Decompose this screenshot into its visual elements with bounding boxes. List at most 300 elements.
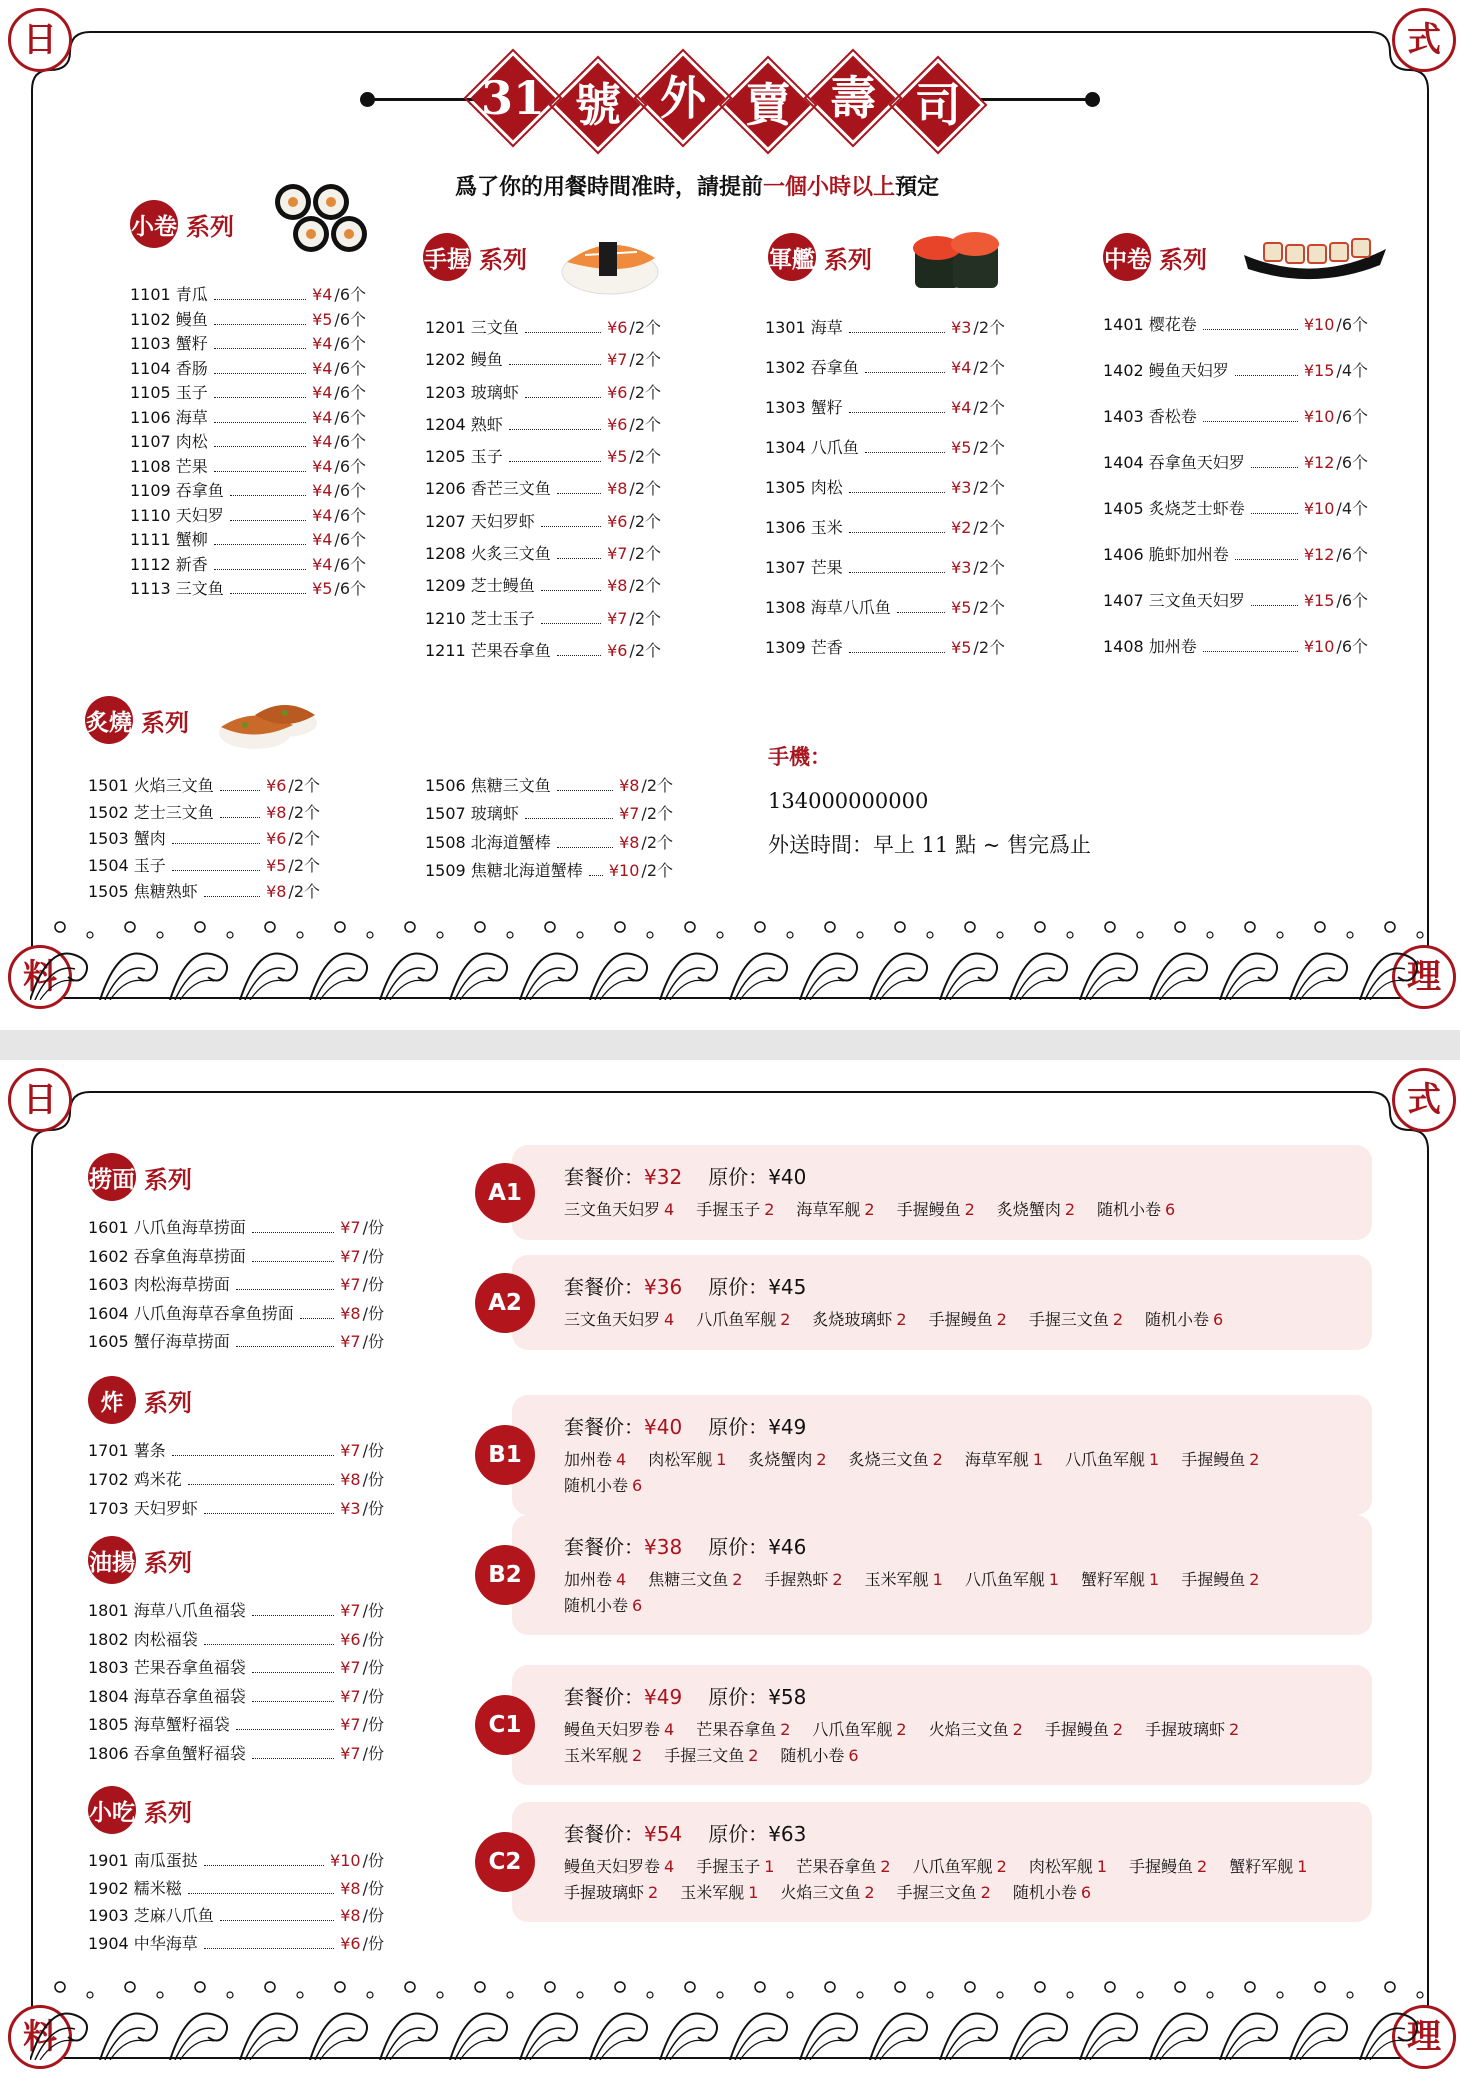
corner-mark-top-right: 式 [1392,8,1456,72]
set-item-name: 炙烧蟹肉 [748,1450,813,1469]
set-item-name: 八爪鱼军舰 [1065,1450,1146,1469]
menu-item [88,1684,384,1713]
set-meal-item [1181,1570,1259,1589]
set-meal-item [1229,1857,1307,1876]
menu-item-name: 1210 芝士玉子 [425,608,535,628]
menu-item [88,826,320,853]
set-item-name: 八爪鱼军舰 [812,1720,893,1739]
set-meal-item [1045,1720,1123,1739]
set-meal-item [564,1720,674,1739]
menu-item [88,1655,384,1684]
set-meal-item [812,1310,906,1329]
menu-item [130,356,366,381]
set-price-label: 套餐价： [564,1165,644,1189]
leader-dots [849,562,945,573]
menu-item-name: 1309 芒香 [765,638,843,657]
menu-item-name: 1502 芝士三文鱼 [88,802,214,822]
menu-item [1103,404,1368,450]
set-meal-card[interactable] [512,1395,1372,1515]
menu-item [130,429,366,454]
leader-dots [236,1279,334,1290]
set-meal-item [564,1450,626,1469]
original-price: ¥58 [768,1685,807,1709]
set-item-name: 八爪鱼军舰 [696,1310,777,1329]
menu-item-price: ¥10 [608,860,640,880]
title-diamond [725,62,811,148]
menu-item-unit: /份 [362,1275,384,1294]
series-head-zha [88,1376,192,1424]
menu-item-unit: /2个 [973,558,1005,577]
set-item-name: 随机小卷 [564,1596,629,1615]
menu-item-unit: /2个 [973,598,1005,617]
series-head-xiaojuan [130,200,234,248]
menu-item-unit: /份 [362,1906,384,1925]
menu-list-zhongjuan [1103,312,1368,680]
set-meal-item [664,1746,758,1765]
set-item-qty: 4 [664,1720,675,1739]
leader-dots [214,338,306,349]
series-badge: 軍艦 [768,233,816,281]
menu-item-name: 1112 新香 [130,554,208,574]
menu-item-name: 1303 蟹籽 [765,398,843,417]
menu-list-zhishao-left [88,773,320,906]
menu-item [130,380,366,405]
title-diamond [470,55,556,141]
menu-item-name: 1306 玉米 [765,518,843,537]
menu-item-price: ¥6 [607,511,628,531]
leader-dots [252,1222,334,1233]
menu-item [130,503,366,528]
menu-item-price: ¥7 [340,1246,361,1266]
menu-item-unit: /份 [362,1878,384,1898]
set-meal-item [680,1883,758,1902]
menu-item-price: ¥4 [312,530,333,549]
set-item-qty: 4 [664,1200,675,1219]
menu-item-price: ¥6 [340,1933,361,1953]
title-char: 司 [915,78,961,132]
leader-dots [172,1445,334,1456]
set-item-qty: 2 [732,1570,743,1589]
menu-item-unit: /2个 [973,358,1005,377]
menu-item-price: ¥5 [951,638,972,657]
set-item-qty: 6 [848,1746,859,1765]
leader-dots [214,461,306,472]
set-meal-item [849,1450,943,1469]
menu-item-name: 1703 天妇罗虾 [88,1499,198,1518]
menu-list-zhishao-right [425,773,673,886]
menu-item-name: 1806 吞拿鱼蟹籽福袋 [88,1743,246,1763]
set-price: ¥32 [644,1165,683,1189]
leader-dots [230,485,306,496]
menu-item-name: 1803 芒果吞拿鱼福袋 [88,1658,246,1677]
menu-item-price: ¥7 [340,1275,361,1294]
series-badge: 油揚 [88,1536,136,1584]
menu-item-name: 1105 玉子 [130,383,208,402]
set-item-qty: 2 [1012,1720,1023,1739]
leader-dots [172,860,260,871]
menu-item-name: 1101 青瓜 [130,285,208,304]
set-meal-item [648,1570,742,1589]
set-item-name: 随机小卷 [1012,1883,1077,1902]
menu-item [88,1272,384,1301]
menu-item-name: 1202 鳗鱼 [425,350,503,370]
set-meal-prices [564,1681,806,1710]
leader-dots [1251,503,1298,514]
menu-item-price: ¥6 [266,829,287,848]
menu-item [425,606,661,638]
set-item-name: 手握鳗鱼 [1129,1857,1194,1876]
set-item-name: 随机小卷 [564,1476,629,1495]
leader-dots [252,1748,334,1759]
set-item-qty: 2 [932,1450,943,1469]
set-item-qty: 2 [1249,1450,1260,1469]
set-item-qty: 1 [1149,1570,1160,1589]
set-price-label: 套餐价： [564,1822,644,1846]
leader-dots [188,1883,334,1894]
set-item-qty: 2 [864,1200,875,1219]
menu-item-price: ¥4 [312,432,333,451]
set-item-qty: 2 [996,1310,1007,1329]
menu-item [1103,496,1368,542]
set-item-name: 炙烧蟹肉 [996,1200,1061,1219]
title-rule-dot-right [1085,92,1100,107]
leader-dots [214,534,306,545]
menu-item-name: 1201 三文鱼 [425,318,519,337]
set-meal-item [1081,1570,1159,1589]
menu-item-name: 1203 玻璃虾 [425,382,519,402]
menu-item [765,395,1005,435]
menu-item-price: ¥8 [619,776,640,795]
menu-item-price: ¥4 [312,505,333,525]
set-item-name: 随机小卷 [1097,1200,1162,1219]
set-meal-item [965,1450,1043,1469]
series-head-youyang [88,1536,192,1584]
menu-item [130,478,366,503]
series-label: 系列 [144,1164,192,1194]
menu-list-shouwo [425,315,661,670]
menu-item-price: ¥8 [607,479,628,499]
corner-mark-top-left: 日 [8,1068,72,1132]
menu-item-unit: /6个 [334,407,366,427]
set-item-name: 蟹籽军舰 [1229,1857,1294,1876]
set-meal-item [564,1883,658,1902]
menu-item [130,331,366,356]
menu-item-unit: /6个 [334,383,366,402]
menu-item [1103,450,1368,496]
set-meal-badge: C2 [475,1832,535,1892]
menu-item-price: ¥5 [312,579,333,598]
menu-item-price: ¥4 [312,456,333,476]
set-item-qty: 1 [748,1883,759,1902]
menu-item-name: 1402 鳗鱼天妇罗 [1103,361,1229,380]
set-meal-item [1029,1310,1123,1329]
set-price: ¥49 [644,1685,683,1709]
set-meal-item [796,1857,890,1876]
menu-item-unit: /4个 [1336,361,1368,380]
leader-dots [236,1336,334,1347]
leader-dots [525,387,601,398]
menu-item-name: 1206 香芒三文鱼 [425,479,551,499]
menu-item-name: 1404 吞拿鱼天妇罗 [1103,453,1245,472]
set-item-name: 手握玻璃虾 [1145,1720,1226,1739]
menu-item-name: 1602 吞拿鱼海草捞面 [88,1246,246,1266]
menu-item-name: 1301 海草 [765,318,843,337]
set-item-qty: 1 [1032,1450,1044,1469]
set-meal-card[interactable] [512,1255,1372,1350]
menu-item-unit: /6个 [334,505,366,525]
menu-item [765,595,1005,635]
set-item-qty: 2 [1229,1720,1240,1739]
phone-label: 手機： [768,744,831,769]
menu-item-name: 1805 海草蟹籽福袋 [88,1715,230,1734]
menu-item [425,773,673,801]
menu-item-price: ¥8 [340,1470,361,1489]
original-price: ¥63 [768,1822,807,1846]
set-meal-item [696,1720,790,1739]
set-meal-badge: C1 [475,1695,535,1755]
menu-item [425,830,673,858]
set-price-label: 套餐价： [564,1275,644,1299]
menu-item-unit: /份 [362,1218,384,1237]
set-item-name: 随机小卷 [1145,1310,1210,1329]
menu-item-unit: /份 [362,1686,384,1706]
menu-item-unit: /2个 [629,414,661,434]
menu-item [425,380,661,412]
series-label: 系列 [479,244,527,274]
set-item-name: 火焰三文鱼 [780,1883,861,1902]
set-meal-card[interactable] [512,1802,1372,1922]
menu-item-name: 1209 芝士鳗鱼 [425,576,535,596]
menu-item [130,282,366,307]
menu-item [130,527,366,552]
menu-item-name: 1110 天妇罗 [130,505,224,525]
set-meal-item [748,1450,826,1469]
menu-item-price: ¥7 [607,350,628,370]
menu-item [88,1712,384,1741]
leader-dots [214,314,306,325]
menu-item-unit: /6个 [334,358,366,378]
menu-item-unit: /2个 [288,776,320,795]
menu-item-name: 1109 吞拿鱼 [130,481,224,500]
set-item-qty: 2 [764,1200,775,1219]
leader-dots [1203,319,1298,330]
set-item-name: 随机小卷 [780,1746,845,1765]
series-badge: 小吃 [88,1786,136,1834]
menu-item [425,638,661,670]
set-item-name: 芒果吞拿鱼 [796,1857,877,1876]
menu-item-price: ¥2 [951,518,972,537]
set-meal-badge: A2 [475,1273,535,1333]
set-item-qty: 6 [1213,1310,1224,1329]
leader-dots [897,602,945,613]
menu-item-unit: /份 [362,1743,384,1763]
menu-item [425,315,661,347]
menu-item [1103,312,1368,358]
set-meal-item [1065,1450,1159,1469]
menu-item-name: 1702 鸡米花 [88,1470,182,1489]
set-item-name: 手握三文鱼 [1028,1310,1109,1329]
menu-item-price: ¥6 [340,1629,361,1649]
leader-dots [589,865,603,876]
set-price: ¥40 [644,1415,683,1439]
wave-frieze [30,1965,1430,2060]
title-char: 外 [660,71,706,125]
series-head-zhongjuan [1103,233,1207,281]
menu-item-price: ¥3 [340,1499,361,1518]
set-meal-card[interactable] [512,1515,1372,1635]
set-item-name: 玉米军舰 [864,1570,929,1589]
set-item-qty: 2 [1064,1200,1076,1219]
notice-text-highlight: 一個小時以上 [763,174,896,200]
leader-dots [541,613,601,624]
set-item-qty: 2 [648,1883,659,1902]
menu-item [88,800,320,827]
menu-item-name: 1106 海草 [130,407,208,427]
menu-item-unit: /2个 [629,382,661,402]
set-meal-item [780,1746,858,1765]
menu-item [425,509,661,541]
series-head-shouwo [423,233,527,281]
menu-item-price: ¥10 [330,1851,361,1870]
set-meal-item [965,1570,1059,1589]
menu-item [88,1627,384,1656]
menu-item-name: 1308 海草八爪鱼 [765,598,891,617]
menu-item-unit: /2个 [641,832,673,852]
menu-item [425,801,673,829]
menu-sheet-back [0,1060,1460,2090]
set-meal-item [696,1200,774,1219]
menu-item [88,773,320,800]
menu-item-unit: /份 [362,1715,384,1734]
menu-item-price: ¥8 [340,1906,361,1925]
menu-item-name: 1902 糯米糍 [88,1878,182,1898]
menu-item-price: ¥7 [607,608,628,628]
title-diamond [555,62,641,148]
set-meal-prices [564,1161,806,1190]
leader-dots [214,436,306,447]
menu-item-price: ¥6 [607,318,628,337]
set-item-qty: 6 [1165,1200,1176,1219]
leader-dots [214,363,306,374]
set-meal-item [1097,1200,1175,1219]
menu-item-unit: /2个 [288,829,320,848]
set-meal-card[interactable] [512,1665,1372,1785]
set-item-name: 手握鳗鱼 [1181,1570,1246,1589]
leader-dots [252,1691,334,1702]
set-item-qty: 1 [764,1857,775,1876]
set-meal-item [796,1200,874,1219]
set-price-label: 套餐价： [564,1415,644,1439]
set-meal-item [564,1596,642,1615]
set-meal-item [913,1857,1007,1876]
set-price: ¥36 [644,1275,683,1299]
set-meal-items [564,1567,1354,1619]
leader-dots [204,1855,324,1866]
set-meal-item [564,1200,674,1219]
menu-item-unit: /2个 [288,882,320,901]
menu-item [88,1876,384,1904]
menu-list-zha [88,1438,384,1525]
original-price: ¥49 [768,1415,807,1439]
set-item-name: 炙烧玻璃虾 [812,1310,893,1329]
menu-item [130,307,366,332]
menu-item [88,1903,384,1931]
menu-item-name: 1305 肉松 [765,478,843,497]
menu-item-unit: /份 [362,1933,384,1953]
set-meal-prices [564,1271,806,1300]
leader-dots [557,780,613,791]
set-meal-card[interactable] [512,1145,1372,1240]
contact-info [768,735,1091,867]
menu-item-name: 1601 八爪鱼海草捞面 [88,1218,246,1237]
set-item-name: 手握玉子 [696,1200,761,1219]
set-price-label: 套餐价： [564,1685,644,1709]
leader-dots [204,886,260,897]
title-char: 賣 [745,78,791,132]
nigiri-image [555,220,665,300]
menu-item [88,879,320,906]
menu-item-price: ¥7 [340,1658,361,1677]
menu-item-unit: /2个 [973,318,1005,337]
set-meal-item [1129,1857,1207,1876]
menu-item-name: 1408 加州卷 [1103,637,1197,656]
notice-text-pre: 爲了你的用餐時間准時，請提前 [455,174,764,200]
set-meal-item [696,1310,790,1329]
set-meal-item [564,1857,674,1876]
leader-dots [1203,411,1298,422]
menu-item-price: ¥8 [340,1878,361,1898]
leader-dots [204,1938,334,1949]
set-item-name: 手握玻璃虾 [564,1883,645,1902]
menu-item-name: 1802 肉松福袋 [88,1629,198,1649]
menu-item-name: 1103 蟹籽 [130,334,208,353]
set-item-qty: 2 [1197,1857,1208,1876]
set-item-qty: 2 [632,1746,643,1765]
menu-item [88,853,320,880]
series-label: 系列 [824,244,872,274]
set-item-name: 三文鱼天妇罗 [564,1200,661,1219]
menu-item-unit: /6个 [1336,407,1368,426]
leader-dots [865,362,945,373]
series-head-zhishao [85,696,189,744]
menu-item-price: ¥7 [340,1686,361,1706]
set-meal-item [1145,1310,1223,1329]
menu-item-unit: /6个 [1336,591,1368,610]
menu-item-price: ¥4 [312,358,333,378]
menu-item-unit: /6个 [334,579,366,598]
menu-item-price: ¥3 [951,478,972,497]
menu-item [88,1301,384,1330]
menu-item-price: ¥15 [1303,361,1335,380]
menu-item-unit: /2个 [973,518,1005,537]
title-rule-dot-left [360,92,375,107]
menu-item-name: 1405 炙烧芝士虾卷 [1103,499,1245,518]
menu-item-price: ¥8 [619,832,640,852]
set-item-qty: 6 [632,1596,643,1615]
set-item-qty: 2 [896,1720,907,1739]
leader-dots [252,1605,334,1616]
menu-item-unit: /6个 [1336,637,1368,656]
menu-item-unit: /2个 [629,318,661,337]
menu-item-price: ¥12 [1303,453,1335,472]
menu-item-name: 1904 中华海草 [88,1933,198,1953]
menu-item [88,1329,384,1358]
series-head-laomian [88,1153,192,1201]
set-item-qty: 4 [664,1857,675,1876]
menu-item-unit: /6个 [1336,315,1368,334]
series-badge: 炙燒 [85,696,133,744]
menu-item [88,1215,384,1244]
